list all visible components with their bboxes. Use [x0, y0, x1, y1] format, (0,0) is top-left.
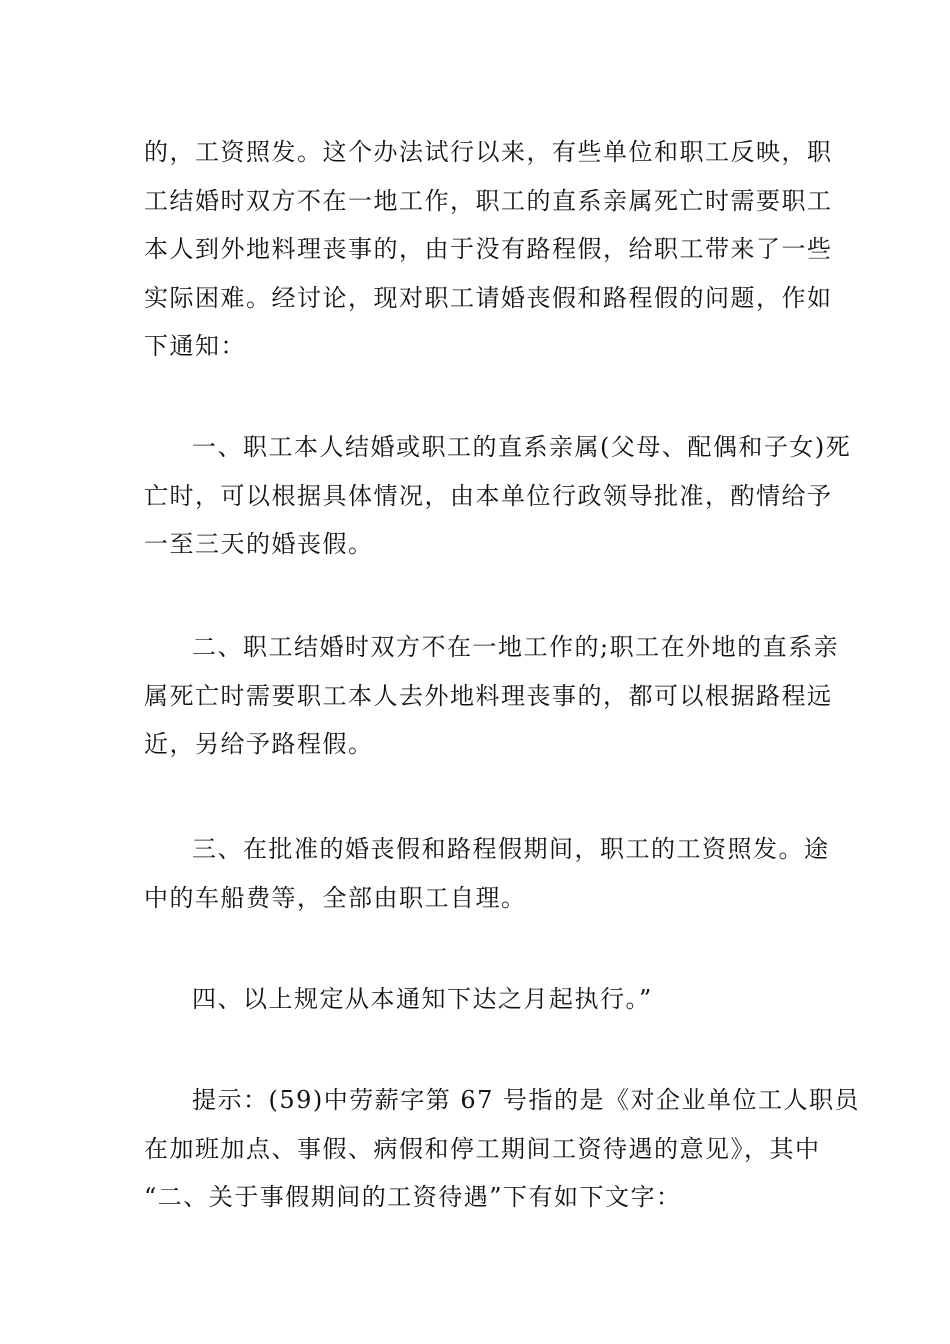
text-line: 二、职工结婚时双方不在一地工作的;职工在外地的直系亲 — [192, 633, 840, 661]
paragraph-item-2 — [144, 623, 840, 769]
paragraph-hint — [144, 1076, 861, 1222]
text-line: 属死亡时需要职工本人去外地料理丧事的，都可以根据路程远 — [144, 681, 833, 710]
text-line: 四、以上规定从本通知下达之月起执行。” — [192, 985, 653, 1013]
text-line: 一、职工本人结婚或职工的直系亲属(父母、配偶和子女)死 — [192, 433, 852, 461]
text-line: “二、关于事假期间的工资待遇”下有如下文字： — [144, 1183, 682, 1211]
text-line: 提示：(59)中劳薪字第 67 号指的是《对企业单位工人职员 — [192, 1086, 861, 1114]
text-line: 中的车船费等，全部由职工自理。 — [144, 883, 527, 912]
text-line: 工结婚时双方不在一地工作，职工的直系亲属死亡时需要职工 — [144, 186, 833, 215]
text-line: 在加班加点、事假、病假和停工期间工资待遇的意见》，其中 — [144, 1134, 821, 1163]
paragraph-item-3 — [144, 825, 830, 922]
text-line: 实际困难。经讨论，现对职工请婚丧假和路程假的问题，作如 — [144, 283, 833, 312]
text-line: 一至三天的婚丧假。 — [144, 530, 374, 558]
paragraph-item-1 — [144, 423, 852, 569]
text-line: 本人到外地料理丧事的，由于没有路程假，给职工带来了一些 — [144, 235, 833, 263]
text-line: 的，工资照发。这个办法试行以来，有些单位和职工反映，职 — [144, 138, 833, 166]
text-line: 下通知： — [144, 332, 246, 360]
text-line: 亡时，可以根据具体情况，由本单位行政领导批准，酌情给予 — [144, 481, 833, 510]
paragraph-item-4 — [144, 975, 808, 1024]
paragraph-continuation — [144, 128, 833, 371]
text-line: 三、在批准的婚丧假和路程假期间，职工的工资照发。途 — [192, 835, 830, 863]
text-line: 近，另给予路程假。 — [144, 730, 374, 758]
